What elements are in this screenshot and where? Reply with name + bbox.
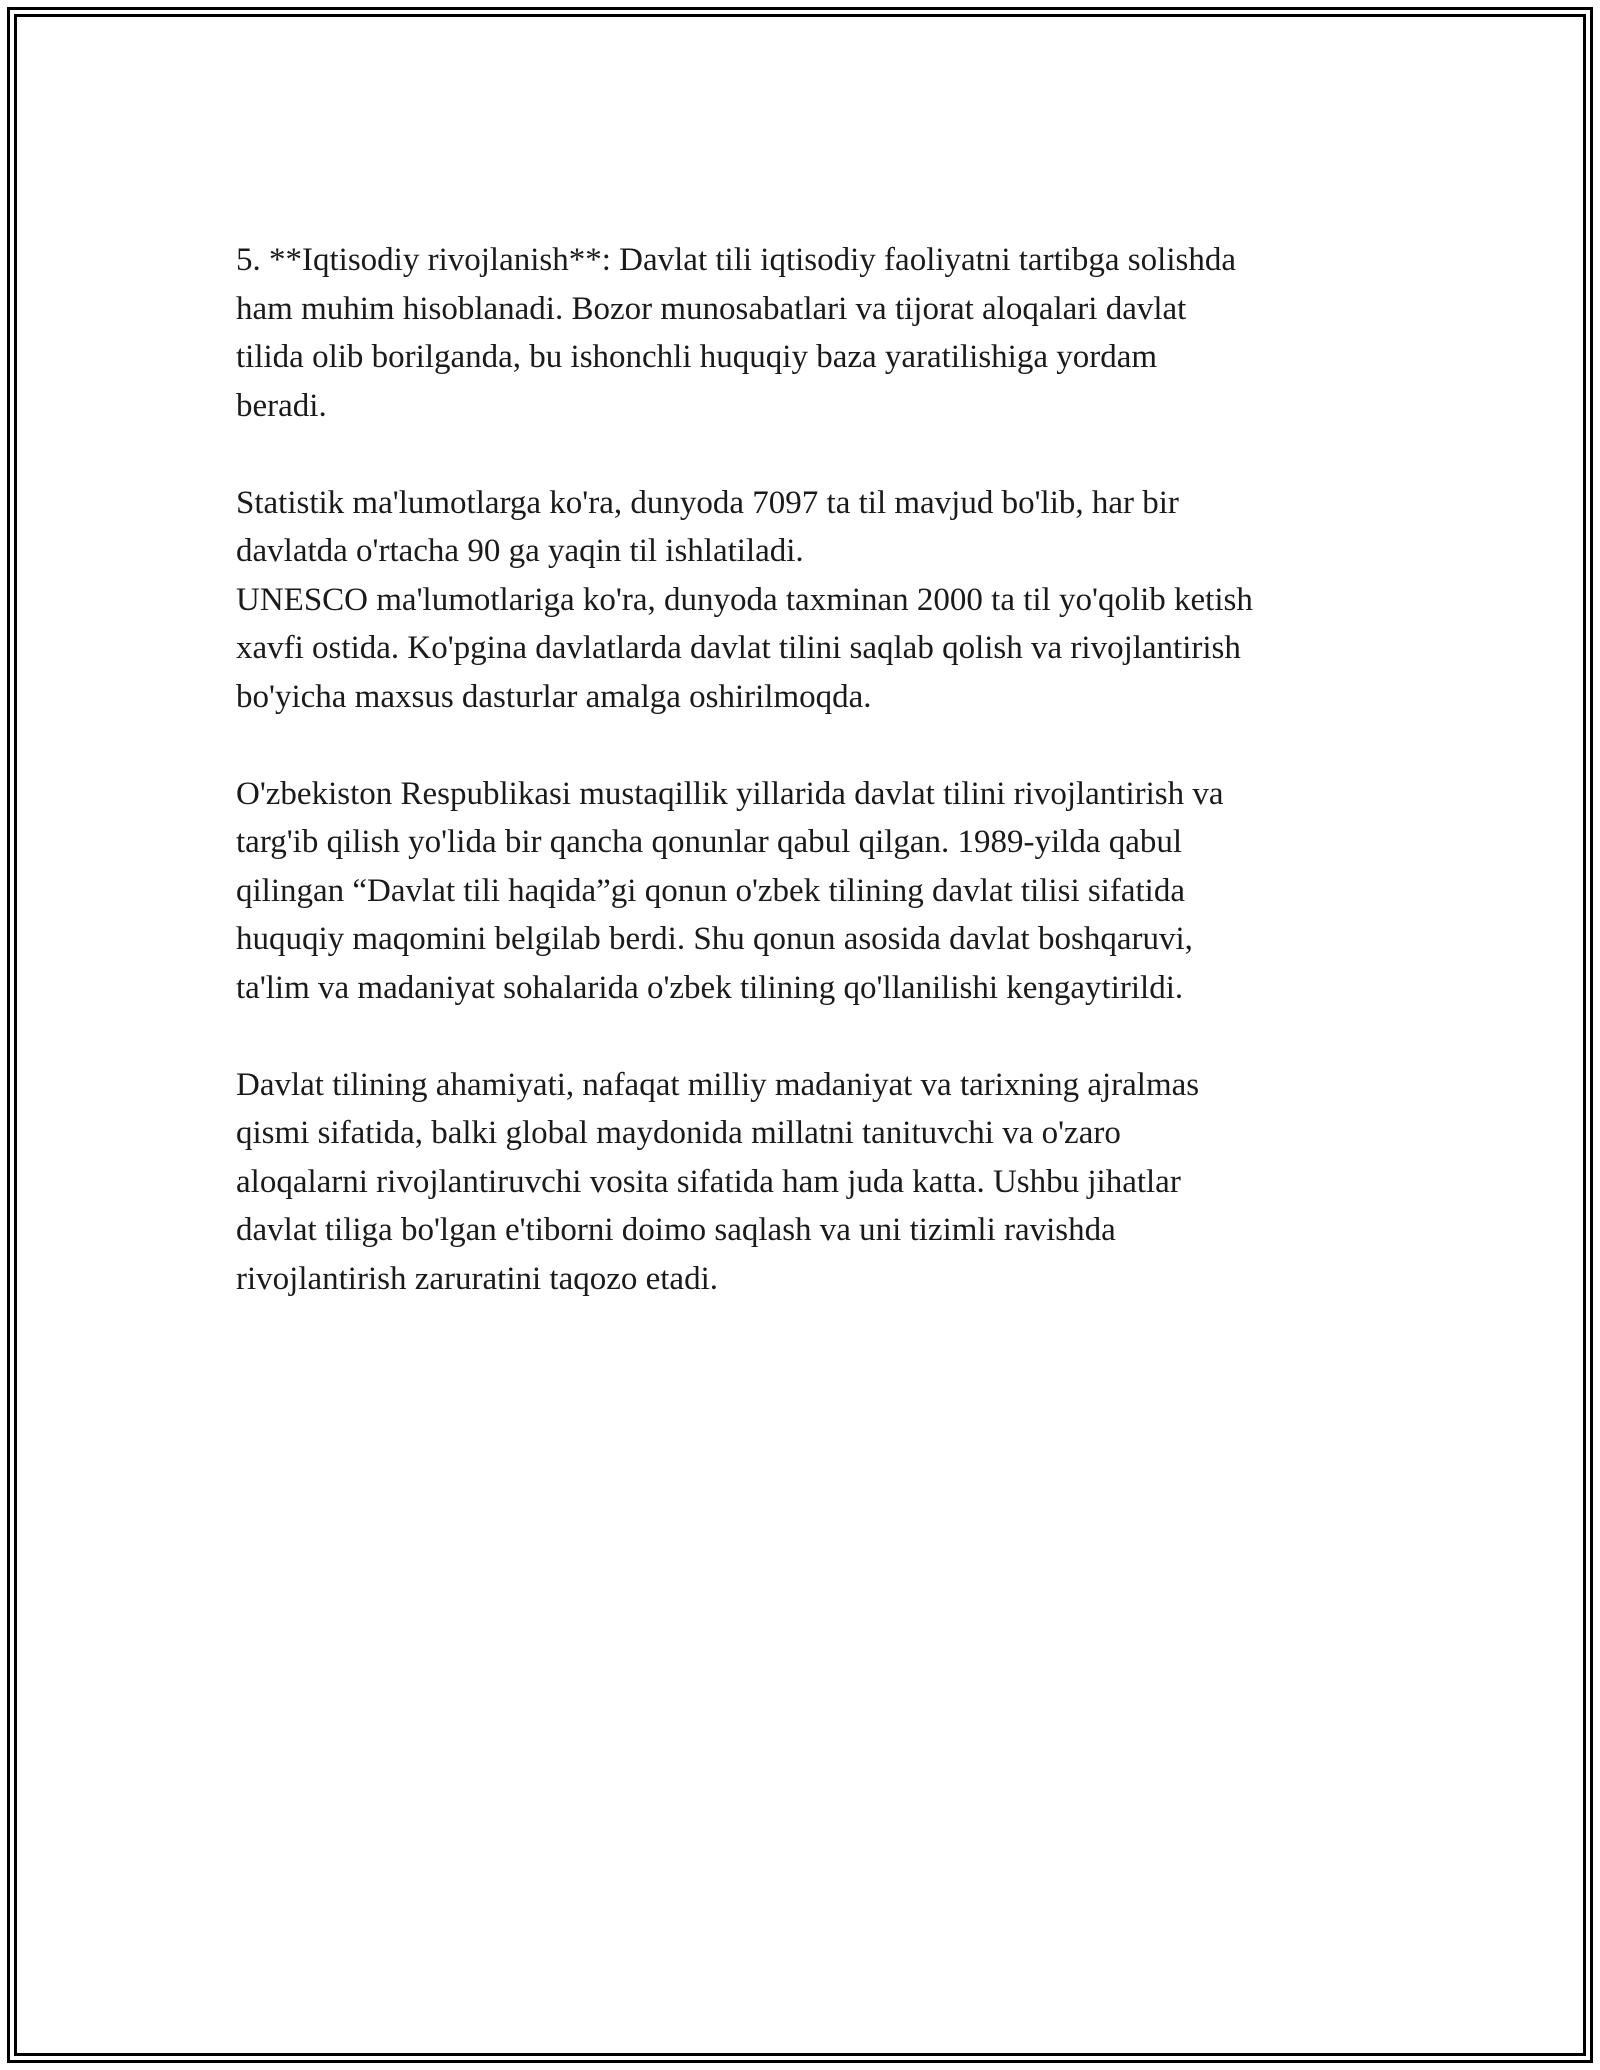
paragraph-conclusion: Davlat tilining ahamiyati, nafaqat milliy madaniyat va tarixning ajralmas qismi sifatida, balki global maydonida millatni tanituvchi va o'zaro aloqalarni rivojlantiruvchi vosita sifatida ham juda katta. Ushbu jihatlar davlat tiliga bo'lgan e'tiborni doimo saqlash va uni tizimli ravishda rivojlantirish zaruratini taqozo etadi. [236, 1066, 1200, 1297]
paragraph-language-statistics: Statistik ma'lumotlarga ko'ra, dunyoda 7097 ta til mavjud bo'lib, har bir davlatda o'rtacha 90 ga yaqin til ishlatiladi. UNESCO ma'lumotlariga ko'ra, dunyoda taxminan 2000 ta til yo'qolib ketish xavfi ostida. Ko'pgina davlatlarda davlat tilini saqlab qolish va rivojlantirish bo'yicha maxsus dasturlar amalga oshirilmoqda. [236, 484, 1253, 715]
paragraph-economic-development: 5. **Iqtisodiy rivojlanish**: Davlat tili iqtisodiy faoliyatni tartibga solishda ham muhim hisoblanadi. Bozor munosabatlari va tijorat aloqalari davlat tilida olib borilganda, bu ishonchli huquqiy baza yaratilishiga yordam beradi. [236, 242, 1236, 424]
paragraph-uzbekistan-language-law: O'zbekiston Respublikasi mustaqillik yillarida davlat tilini rivojlantirish va targ'ib qilish yo'lida bir qancha qonunlar qabul qilgan. 1989-yilda qabul qilingan “Davlat tili haqida”gi qonun o'zbek tilining davlat tilisi sifatida huquqiy maqomini belgilab berdi. Shu qonun asosida davlat boshqaruvi, ta'lim va madaniyat sohalarida o'zbek tilining qo'llanilishi kengaytirildi. [236, 775, 1224, 1006]
document-body [236, 236, 1386, 1352]
